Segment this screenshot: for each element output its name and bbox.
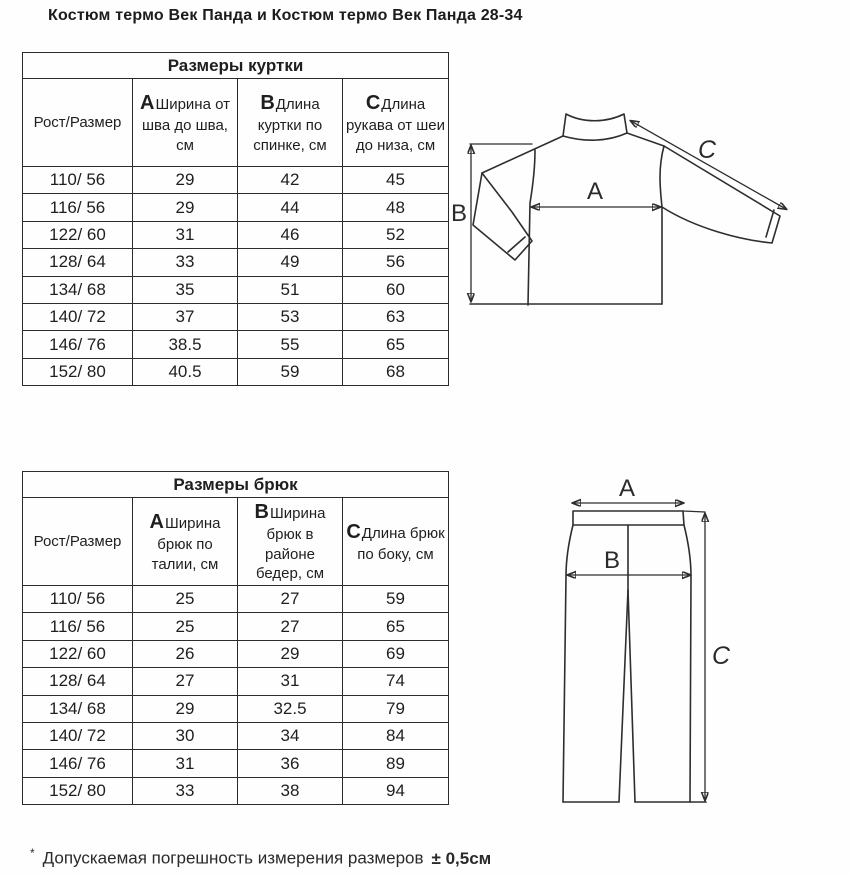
dim-letter-a: A (140, 92, 155, 114)
dim-letter-c: C (346, 520, 361, 543)
value-cell: 29 (133, 167, 238, 194)
dim-label-c: Длина брюк по боку, см (357, 524, 445, 563)
value-cell: 44 (238, 194, 343, 221)
column-header-c (343, 498, 449, 586)
value-cell: 36 (238, 750, 343, 777)
jacket-dim-c-label: C (698, 136, 717, 164)
dim-label-a: Ширина брюк по талии, см (151, 515, 221, 573)
pants-left-inner-leg (619, 590, 628, 802)
size-cell: 152/ 80 (23, 358, 133, 385)
table-row (23, 640, 449, 667)
footnote-marker: * (30, 846, 35, 860)
table-title-row (23, 53, 449, 79)
dim-letter-c: C (365, 92, 381, 114)
value-cell: 89 (343, 750, 449, 777)
value-cell: 52 (343, 221, 449, 248)
table-row (23, 586, 449, 613)
value-cell: 37 (133, 303, 238, 330)
table-row (23, 668, 449, 695)
size-cell: 146/ 76 (23, 331, 133, 358)
column-header-a (133, 79, 238, 167)
value-cell: 56 (343, 249, 449, 276)
size-cell: 128/ 64 (23, 249, 133, 276)
dim-label-c: Длина рукава от шеи до низа, см (346, 96, 446, 154)
value-cell: 32.5 (238, 695, 343, 722)
table-row (23, 221, 449, 248)
jacket-table-body (23, 167, 449, 386)
value-cell: 68 (343, 358, 449, 385)
jacket-left-cuff-line (508, 237, 525, 252)
value-cell: 53 (238, 303, 343, 330)
size-cell: 140/ 72 (23, 722, 133, 749)
pants-right-inner-leg (628, 590, 635, 802)
value-cell: 29 (133, 194, 238, 221)
value-cell: 31 (133, 221, 238, 248)
jacket-right-cuff-line (766, 210, 774, 237)
pants-dim-a-label: A (619, 475, 636, 502)
page-title: Костюм термо Век Панда и Костюм термо Век Панда 28-34 (48, 7, 523, 24)
size-cell: 134/ 68 (23, 695, 133, 722)
size-cell: 134/ 68 (23, 276, 133, 303)
column-header-c (343, 79, 449, 167)
table-row (23, 276, 449, 303)
jacket-size-table (22, 52, 449, 386)
jacket-body-outline (528, 146, 664, 305)
table-row (23, 695, 449, 722)
size-cell: 110/ 56 (23, 167, 133, 194)
table-row (23, 194, 449, 221)
value-cell: 30 (133, 722, 238, 749)
value-cell: 31 (238, 668, 343, 695)
value-cell: 51 (238, 276, 343, 303)
jacket-measurement-diagram (450, 80, 850, 330)
pants-dim-c-label: C (712, 642, 731, 670)
size-cell: 110/ 56 (23, 586, 133, 613)
value-cell: 60 (343, 276, 449, 303)
value-cell: 48 (343, 194, 449, 221)
footnote-tolerance: ± 0,5см (431, 848, 492, 868)
value-cell: 74 (343, 668, 449, 695)
value-cell: 31 (133, 750, 238, 777)
value-cell: 94 (343, 777, 449, 804)
pants-table-body (23, 586, 449, 805)
value-cell: 29 (133, 695, 238, 722)
column-header-row (23, 498, 449, 586)
jacket-dim-c-arrow (631, 121, 786, 209)
pants-left-outer-edge (563, 525, 573, 802)
value-cell: 25 (133, 586, 238, 613)
value-cell: 84 (343, 722, 449, 749)
table-row (23, 613, 449, 640)
size-cell: 116/ 56 (23, 613, 133, 640)
table-row (23, 303, 449, 330)
value-cell: 59 (238, 358, 343, 385)
jacket-collar-outline (563, 114, 627, 140)
jacket-left-shoulder-line (482, 136, 563, 173)
value-cell: 65 (343, 613, 449, 640)
column-header-size: Рост/Размер (23, 79, 133, 167)
value-cell: 38 (238, 777, 343, 804)
dim-letter-a: A (149, 511, 164, 533)
jacket-right-shoulder-line (627, 133, 664, 146)
value-cell: 34 (238, 722, 343, 749)
value-cell: 33 (133, 249, 238, 276)
pants-measurement-diagram (540, 468, 790, 838)
value-cell: 55 (238, 331, 343, 358)
value-cell: 49 (238, 249, 343, 276)
dim-label-b: Ширина брюк в районе бедер, см (255, 505, 326, 583)
column-header-b (238, 498, 343, 586)
table-row (23, 167, 449, 194)
value-cell: 69 (343, 640, 449, 667)
value-cell: 35 (133, 276, 238, 303)
column-header-row (23, 79, 449, 167)
table-row (23, 358, 449, 385)
size-cell: 146/ 76 (23, 750, 133, 777)
dim-label-a: Ширина от шва до шва, см (142, 96, 230, 154)
size-cell: 122/ 60 (23, 640, 133, 667)
jacket-dim-b-label: B (451, 200, 468, 227)
size-cell: 140/ 72 (23, 303, 133, 330)
pants-size-table (22, 471, 449, 805)
footnote (30, 846, 491, 869)
table-row (23, 750, 449, 777)
table-row (23, 249, 449, 276)
size-cell: 152/ 80 (23, 777, 133, 804)
value-cell: 38.5 (133, 331, 238, 358)
size-cell: 122/ 60 (23, 221, 133, 248)
value-cell: 29 (238, 640, 343, 667)
value-cell: 79 (343, 695, 449, 722)
value-cell: 45 (343, 167, 449, 194)
size-cell: 128/ 64 (23, 668, 133, 695)
value-cell: 40.5 (133, 358, 238, 385)
pants-right-outer-edge (684, 525, 691, 802)
value-cell: 27 (133, 668, 238, 695)
value-cell: 33 (133, 777, 238, 804)
table-row (23, 331, 449, 358)
column-header-b (238, 79, 343, 167)
footnote-text: Допускаемая погрешность измерения размеров (42, 848, 424, 868)
pants-dim-c-extension (683, 511, 705, 512)
dim-label-b: Длина куртки по спинке, см (253, 96, 327, 154)
dim-letter-b: B (254, 501, 269, 524)
jacket-dim-a-label: A (587, 178, 604, 205)
table-title-row (23, 472, 449, 498)
column-header-size: Рост/Размер (23, 498, 133, 586)
table-row (23, 722, 449, 749)
value-cell: 65 (343, 331, 449, 358)
pants-waistband-outline (573, 511, 684, 525)
jacket-right-sleeve-outline (662, 146, 780, 243)
jacket-table-title: Размеры куртки (23, 53, 449, 79)
table-row (23, 777, 449, 804)
dim-letter-b: B (260, 92, 275, 114)
jacket-left-sleeve-outline (473, 173, 532, 260)
column-header-a (133, 498, 238, 586)
value-cell: 25 (133, 613, 238, 640)
pants-dim-b-label: B (604, 547, 621, 574)
value-cell: 42 (238, 167, 343, 194)
value-cell: 46 (238, 221, 343, 248)
value-cell: 27 (238, 613, 343, 640)
size-cell: 116/ 56 (23, 194, 133, 221)
pants-table-title: Размеры брюк (23, 472, 449, 498)
value-cell: 63 (343, 303, 449, 330)
value-cell: 27 (238, 586, 343, 613)
value-cell: 59 (343, 586, 449, 613)
value-cell: 26 (133, 640, 238, 667)
